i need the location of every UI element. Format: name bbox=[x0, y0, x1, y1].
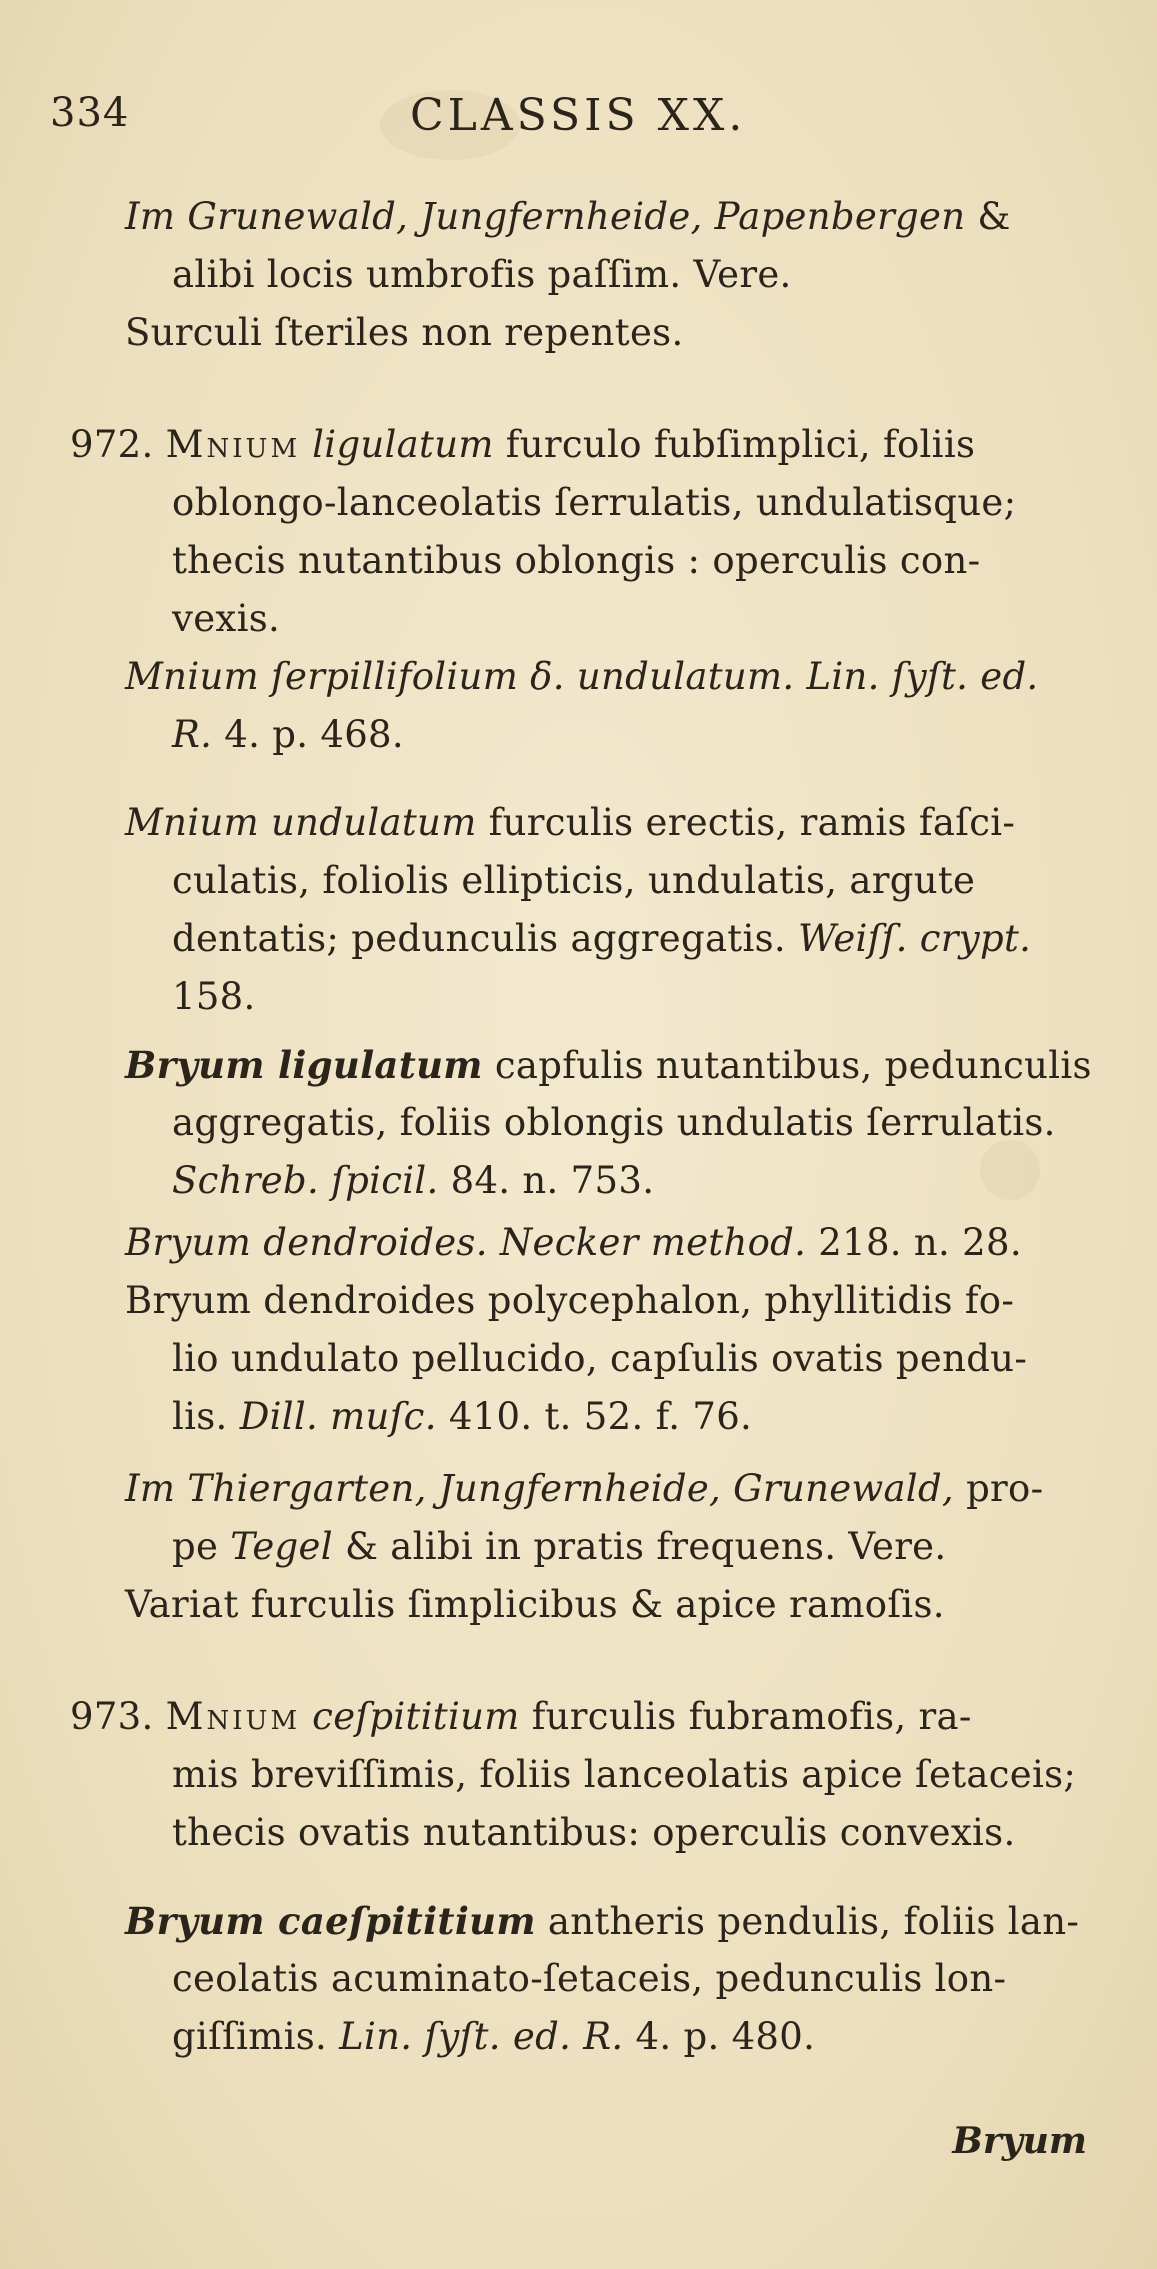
text-line: mis breviſſimis, foliis lanceolatis apice ſetaceis; bbox=[172, 1753, 1077, 1796]
text-line: thecis ovatis nutantibus: operculis convexis. bbox=[172, 1811, 1016, 1854]
text-line: Im Grunewald, Jungfernheide, Papenbergen & bbox=[125, 195, 1011, 238]
entry-972-line: 972. Mnium ligulatum furculo fubſimplici, foliis bbox=[70, 423, 976, 466]
text-line: aggregatis, foliis oblongis undulatis ſerrulatis. bbox=[172, 1101, 1056, 1144]
text-line: 158. bbox=[172, 975, 256, 1018]
text-line: thecis nutantibus oblongis : operculis con- bbox=[172, 539, 981, 582]
genus-name: Mnium bbox=[165, 423, 301, 466]
synonym-line: Mnium ſerpillifolium δ. undulatum. Lin. ſyſt. ed. bbox=[125, 655, 1039, 698]
text-line: giſſimis. Lin. ſyſt. ed. R. 4. p. 480. bbox=[172, 2015, 816, 2058]
text-line: vexis. bbox=[172, 597, 281, 640]
text-line: lio undulato pellucido, capſulis ovatis pendu- bbox=[172, 1337, 1028, 1380]
genus-name: Mnium bbox=[165, 1695, 301, 1738]
text-line: lis. Dill. muſc. 410. t. 52. f. 76. bbox=[172, 1395, 753, 1438]
synonym-line: Bryum dendroides. Necker method. 218. n. 28. bbox=[125, 1221, 1022, 1264]
paper-stain bbox=[980, 1140, 1040, 1200]
entry-973-line: 973. Mnium ceſpititium furculis fubramofis, ra- bbox=[70, 1695, 972, 1738]
catchword: Bryum bbox=[952, 2120, 1087, 2162]
synonym-line: Bryum ligulatum capfulis nutantibus, pedunculis bbox=[125, 1043, 1092, 1087]
page-header bbox=[0, 90, 1157, 150]
text-line: Variat furculis ſimplicibus & apice ramoſis. bbox=[125, 1583, 945, 1626]
text-line: culatis, foliolis ellipticis, undulatis, argute bbox=[172, 859, 976, 902]
synonym-line: Bryum caeſpititium antheris pendulis, foliis lan- bbox=[125, 1899, 1080, 1943]
entry-number: 973. bbox=[70, 1695, 154, 1738]
text-line: alibi locis umbrofis paſſim. Vere. bbox=[172, 253, 792, 296]
entry-number: 972. bbox=[70, 423, 154, 466]
species-name: ligulatum bbox=[312, 423, 494, 466]
text-line: pe Tegel & alibi in pratis frequens. Vere. bbox=[172, 1525, 947, 1568]
text-line: dentatis; pedunculis aggregatis. Weiſſ. crypt. bbox=[172, 917, 1032, 960]
species-name: ceſpititium bbox=[312, 1695, 520, 1738]
text-line: Surculi ſteriles non repentes. bbox=[125, 311, 684, 354]
synonym-line: Bryum dendroides polycephalon, phyllitidis fo- bbox=[125, 1279, 1015, 1322]
text-line: ceolatis acuminato-ſetaceis, pedunculis lon- bbox=[172, 1957, 1007, 2000]
locality-line: Im Thiergarten, Jungfernheide, Grunewald, pro- bbox=[125, 1467, 1044, 1510]
text-line: R. 4. p. 468. bbox=[172, 713, 404, 756]
page-number: 334 bbox=[50, 90, 130, 136]
running-head: CLASSIS XX. bbox=[410, 90, 747, 141]
text-line: Schreb. ſpicil. 84. n. 753. bbox=[172, 1159, 655, 1202]
synonym-line: Mnium undulatum furculis erectis, ramis faſci- bbox=[125, 801, 1016, 844]
text-line: oblongo-lanceolatis ſerrulatis, undulatisque; bbox=[172, 481, 1017, 524]
